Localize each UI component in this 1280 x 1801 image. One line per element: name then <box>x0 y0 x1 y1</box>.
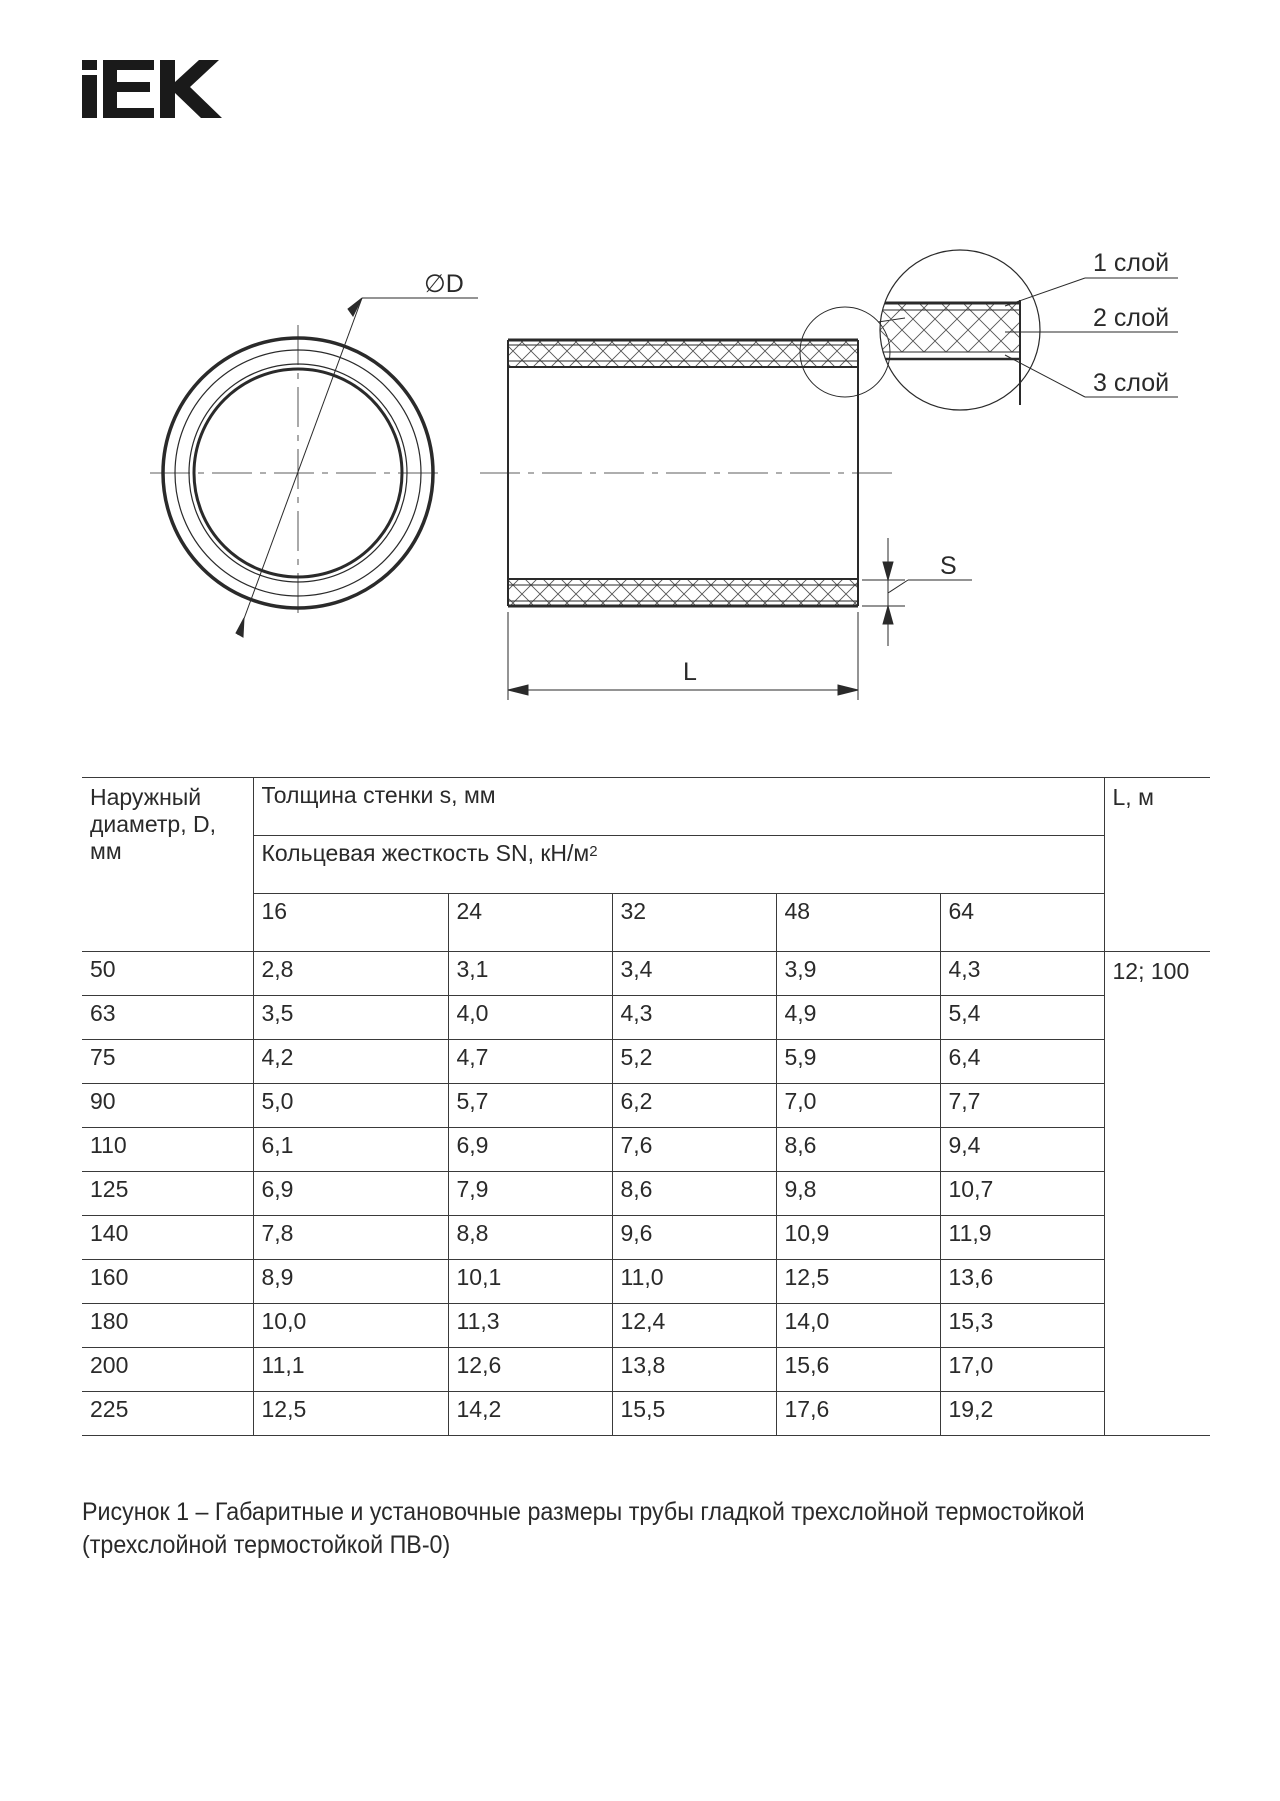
diameter-cell: 110 <box>82 1128 253 1172</box>
pipe-dimensions-table <box>82 777 1210 1436</box>
table-row <box>82 1348 1210 1392</box>
wall-thickness-cell: 12,5 <box>253 1392 448 1436</box>
wall-thickness-cell: 2,8 <box>253 952 448 996</box>
wall-thickness-cell: 9,8 <box>776 1172 940 1216</box>
table-row <box>82 1392 1210 1436</box>
wall-thickness-cell: 15,3 <box>940 1304 1104 1348</box>
wall-thickness-cell: 12,6 <box>448 1348 612 1392</box>
wall-thickness-cell: 9,6 <box>612 1216 776 1260</box>
diameter-cell: 90 <box>82 1084 253 1128</box>
wall-thickness-cell: 9,4 <box>940 1128 1104 1172</box>
wall-thickness-cell: 11,9 <box>940 1216 1104 1260</box>
wall-thickness-cell: 4,3 <box>940 952 1104 996</box>
wall-thickness-cell: 11,0 <box>612 1260 776 1304</box>
wall-thickness-cell: 13,8 <box>612 1348 776 1392</box>
wall-thickness-cell: 4,7 <box>448 1040 612 1084</box>
diameter-cell: 225 <box>82 1392 253 1436</box>
table-row <box>82 1040 1210 1084</box>
table-row <box>82 996 1210 1040</box>
wall-thickness-cell: 15,5 <box>612 1392 776 1436</box>
diameter-cell: 140 <box>82 1216 253 1260</box>
wall-thickness-cell: 8,6 <box>776 1128 940 1172</box>
wall-thickness-cell: 10,7 <box>940 1172 1104 1216</box>
wall-thickness-cell: 6,9 <box>448 1128 612 1172</box>
pipe-cross-section <box>150 298 478 637</box>
wall-thickness-cell: 5,9 <box>776 1040 940 1084</box>
wall-thickness-cell: 7,0 <box>776 1084 940 1128</box>
wall-thickness-cell: 8,6 <box>612 1172 776 1216</box>
wall-thickness-cell: 14,2 <box>448 1392 612 1436</box>
wall-thickness-cell: 4,0 <box>448 996 612 1040</box>
wall-thickness-cell: 5,0 <box>253 1084 448 1128</box>
wall-thickness-cell: 6,9 <box>253 1172 448 1216</box>
sn-value: 64 <box>940 894 1104 952</box>
wall-thickness-label: S <box>940 552 957 580</box>
table-row <box>82 1304 1210 1348</box>
wall-thickness-cell: 7,7 <box>940 1084 1104 1128</box>
pipe-drawing <box>0 0 1280 760</box>
wall-thickness-cell: 12,5 <box>776 1260 940 1304</box>
layer-3-label: 3 слой <box>1093 369 1170 397</box>
diameter-cell: 180 <box>82 1304 253 1348</box>
wall-thickness-cell: 5,4 <box>940 996 1104 1040</box>
wall-thickness-cell: 10,1 <box>448 1260 612 1304</box>
wall-thickness-cell: 3,5 <box>253 996 448 1040</box>
wall-thickness-cell: 10,9 <box>776 1216 940 1260</box>
sn-value: 32 <box>612 894 776 952</box>
length-label: L <box>683 658 697 686</box>
sn-value: 24 <box>448 894 612 952</box>
length-value-cell: 12; 100 <box>1104 952 1210 1436</box>
wall-thickness-cell: 8,8 <box>448 1216 612 1260</box>
wall-thickness-cell: 7,6 <box>612 1128 776 1172</box>
diameter-label: ∅D <box>424 270 464 298</box>
caption-line-2: (трехслойной термостойкой ПВ-0) <box>82 1531 451 1559</box>
wall-thickness-cell: 11,1 <box>253 1348 448 1392</box>
wall-thickness-cell: 14,0 <box>776 1304 940 1348</box>
wall-thickness-cell: 13,6 <box>940 1260 1104 1304</box>
diameter-cell: 75 <box>82 1040 253 1084</box>
wall-thickness-cell: 4,9 <box>776 996 940 1040</box>
wall-thickness-cell: 8,9 <box>253 1260 448 1304</box>
wall-thickness-cell: 4,2 <box>253 1040 448 1084</box>
header-length: L, м <box>1104 778 1210 952</box>
table-row <box>82 1084 1210 1128</box>
sn-value: 16 <box>253 894 448 952</box>
wall-thickness-cell: 6,1 <box>253 1128 448 1172</box>
wall-thickness-cell: 4,3 <box>612 996 776 1040</box>
wall-thickness-cell: 6,2 <box>612 1084 776 1128</box>
wall-thickness-cell: 17,6 <box>776 1392 940 1436</box>
wall-thickness-cell: 15,6 <box>776 1348 940 1392</box>
pipe-side-view <box>480 307 972 700</box>
wall-thickness-cell: 12,4 <box>612 1304 776 1348</box>
table-row <box>82 1172 1210 1216</box>
wall-thickness-cell: 11,3 <box>448 1304 612 1348</box>
wall-thickness-cell: 17,0 <box>940 1348 1104 1392</box>
layer-1-label: 1 слой <box>1093 249 1170 277</box>
wall-thickness-cell: 3,9 <box>776 952 940 996</box>
diameter-cell: 50 <box>82 952 253 996</box>
figure-caption <box>82 1496 1152 1562</box>
table-row <box>82 952 1210 996</box>
wall-thickness-cell: 5,7 <box>448 1084 612 1128</box>
wall-thickness-cell: 3,4 <box>612 952 776 996</box>
table-row <box>82 1260 1210 1304</box>
wall-thickness-cell: 19,2 <box>940 1392 1104 1436</box>
header-outer-diameter: Наружный диаметр, D, мм <box>82 778 253 952</box>
caption-line-1: Рисунок 1 – Габаритные и установочные размеры трубы гладкой трехслойной термостойкой <box>82 1498 1085 1526</box>
diameter-cell: 63 <box>82 996 253 1040</box>
table-row <box>82 1216 1210 1260</box>
header-wall-thickness: Толщина стенки s, мм <box>253 778 1104 836</box>
diameter-cell: 160 <box>82 1260 253 1304</box>
wall-thickness-cell: 3,1 <box>448 952 612 996</box>
diameter-cell: 125 <box>82 1172 253 1216</box>
diameter-cell: 200 <box>82 1348 253 1392</box>
wall-thickness-cell: 7,9 <box>448 1172 612 1216</box>
table-row <box>82 1128 1210 1172</box>
wall-thickness-cell: 6,4 <box>940 1040 1104 1084</box>
header-ring-stiffness: Кольцевая жесткость SN, $кН/м^2$ <box>253 836 1104 894</box>
layer-2-label: 2 слой <box>1093 304 1170 332</box>
wall-thickness-cell: 7,8 <box>253 1216 448 1260</box>
sn-value: 48 <box>776 894 940 952</box>
wall-thickness-cell: 5,2 <box>612 1040 776 1084</box>
wall-thickness-cell: 10,0 <box>253 1304 448 1348</box>
